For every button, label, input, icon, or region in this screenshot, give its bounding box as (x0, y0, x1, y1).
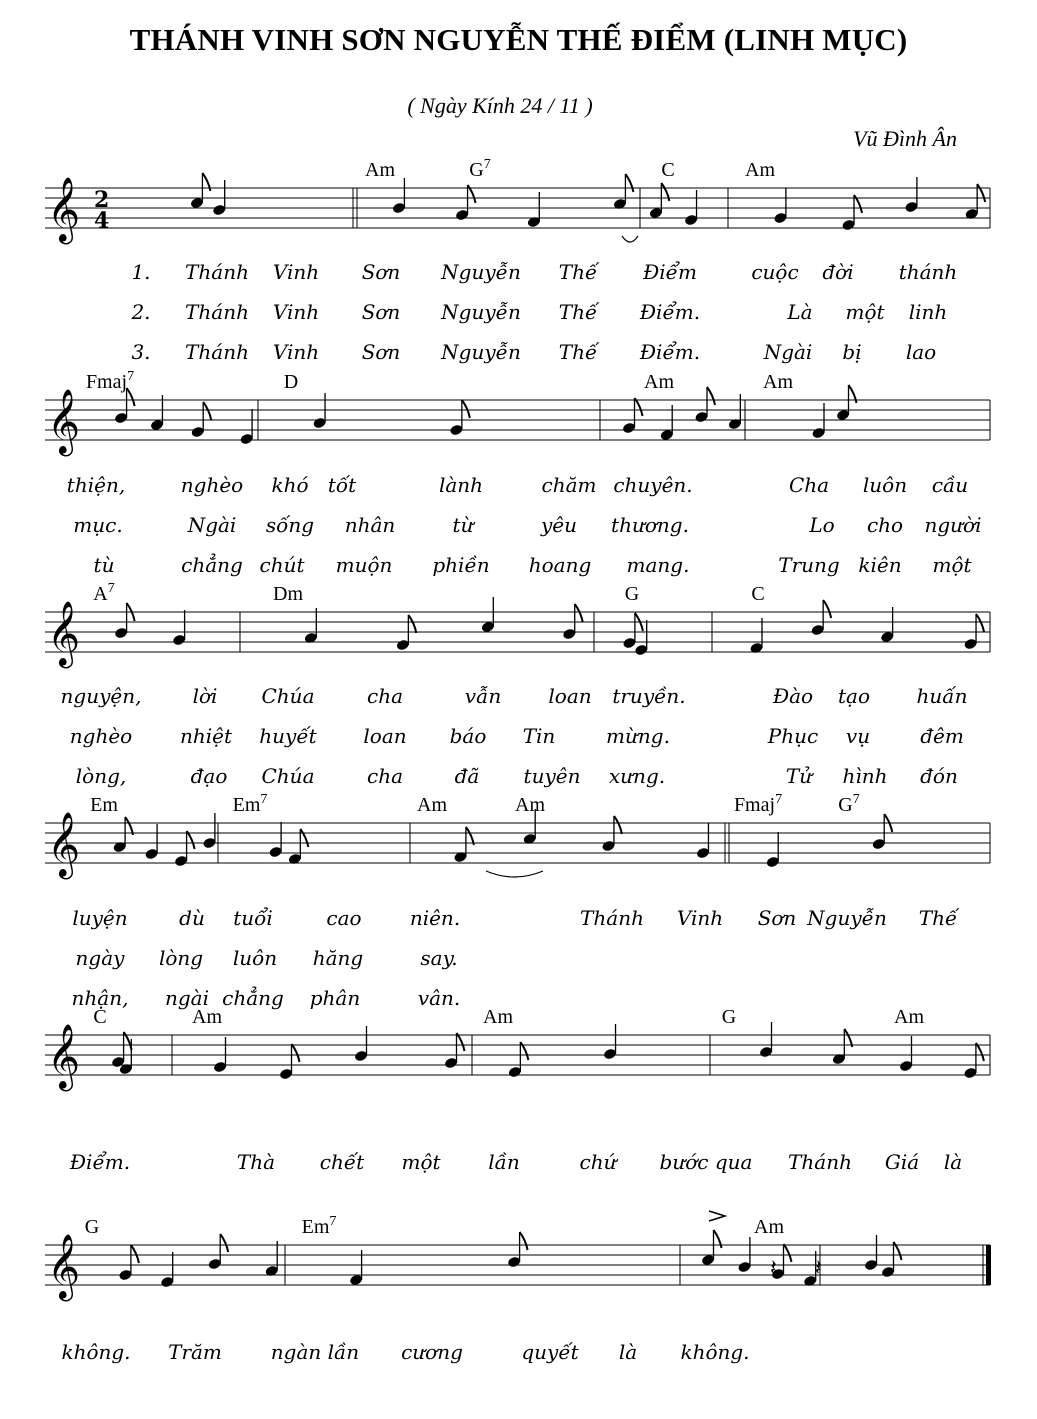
note-flag (457, 1033, 465, 1051)
lyric-syllable: ngàn lần (270, 1340, 360, 1364)
lyric-syllable: cha (366, 764, 404, 788)
lyric-syllable: luyện (72, 906, 128, 930)
lyric-syllable: khó (271, 473, 309, 497)
note-flag (127, 388, 135, 406)
lyric-syllable: mang. (626, 553, 690, 577)
chord-symbol: Am (483, 1006, 513, 1028)
lyric-syllable: thiện, (66, 473, 126, 497)
lyric-syllable: chẳng (222, 986, 284, 1010)
time-signature (94, 187, 109, 234)
lyric-syllable: ngài (164, 986, 210, 1010)
chord-symbol: Am (417, 794, 447, 816)
note-flag (707, 387, 715, 405)
lyric-syllable: vụ (845, 724, 871, 748)
lyric-syllable: huấn (916, 684, 968, 708)
lyric-syllable: muộn (335, 553, 393, 577)
note-flag (220, 1234, 228, 1252)
note-flag (977, 184, 985, 202)
chord-symbol: Em$^7$ (232, 792, 268, 816)
lyric-syllable: nghèo (180, 473, 244, 497)
note-flag (125, 817, 133, 835)
lyric-syllable: là (943, 1150, 963, 1174)
lyric-syllable: cao (326, 906, 362, 930)
lyric-syllable: Vinh (272, 340, 320, 364)
lyric-syllable: nhân (344, 513, 396, 537)
chord-symbol: Am (745, 159, 775, 181)
lyric-syllable: vân. (417, 986, 461, 1010)
lyric-syllable: Trăm (168, 1340, 222, 1364)
lyric-syllable: tốt (327, 473, 357, 497)
lyric-syllable: Cha (788, 473, 830, 497)
quarter-rest-icon: 𝄽 (815, 1256, 822, 1281)
tie (486, 871, 543, 877)
quarter-rest-icon: 𝄽 (770, 1256, 777, 1281)
note-flag (131, 1245, 139, 1263)
lyric-syllable: Nguyễn (441, 260, 521, 284)
note-flag (976, 1043, 984, 1061)
lyric-syllable: chăm (541, 473, 597, 497)
lyric-syllable: Thế (558, 340, 598, 364)
lyric-syllable: Thánh (788, 1150, 852, 1174)
lyric-syllable: Thà (236, 1150, 276, 1174)
treble-clef-icon: 𝄞 (47, 177, 81, 242)
chord-symbol: Am (754, 1216, 784, 1238)
lyric-syllable: Nguyễn (441, 300, 521, 324)
chord-symbol: G (84, 1216, 100, 1238)
chord-symbol: C (751, 583, 765, 605)
lyric-syllable: mục. (73, 513, 123, 537)
note-flag (520, 1232, 528, 1250)
chord-symbol: C (661, 159, 675, 181)
lyric-syllable: loan (363, 724, 407, 748)
tie (622, 236, 638, 242)
lyric-syllable: Ngài (187, 513, 237, 537)
lyric-syllable: Sơn (757, 906, 797, 930)
lyric-syllable: nghèo (69, 724, 133, 748)
lyric-syllable: lòng (158, 946, 204, 970)
lyric-syllable: ngày (75, 946, 125, 970)
chord-symbol: Fmaj$^7$ (85, 369, 135, 393)
lyric-syllable: Nguyễn (441, 340, 521, 364)
lyric-syllable: Ngài (763, 340, 813, 364)
lyric-syllable: người (924, 513, 982, 537)
lyric-syllable: luôn (862, 473, 908, 497)
note-flag (462, 400, 470, 418)
lyric-syllable: bước qua (659, 1150, 753, 1174)
staff-system (45, 157, 990, 244)
lyric-syllable: bị (842, 340, 862, 364)
lyric-syllable: một (845, 300, 885, 324)
staff-system (45, 792, 990, 879)
lyric-syllable: Thánh (580, 906, 644, 930)
note-flag (635, 398, 643, 416)
verse-number: 3. (131, 340, 151, 364)
lyric-syllable: Điểm (643, 260, 697, 284)
lyric-syllable: tù (93, 553, 115, 577)
lyric-syllable: Vinh (272, 300, 320, 324)
lyric-syllable: Giá (884, 1150, 920, 1174)
lyric-syllable: từ (452, 513, 474, 537)
lyric-syllable: Sơn (361, 340, 401, 364)
lyric-syllable: Thánh (185, 260, 249, 284)
staff-system (45, 581, 990, 668)
lyric-syllable: hăng (312, 946, 364, 970)
lyric-syllable: là (618, 1340, 638, 1364)
lyric-syllable: yêu (540, 513, 578, 537)
lyric-syllable: đón (920, 764, 958, 788)
lyric-syllable: quyết (521, 1340, 579, 1364)
lyric-syllable: chứ (579, 1150, 617, 1174)
staff-system (45, 1006, 990, 1091)
note-flag (823, 600, 831, 618)
lyric-syllable: đạo (190, 764, 228, 788)
lyric-syllable: nhiệt (179, 724, 233, 748)
lyric-syllable: Sơn (361, 300, 401, 324)
lyric-syllable: Thánh (185, 300, 249, 324)
note-flag (466, 827, 474, 845)
lyric-syllable: Chúa (261, 684, 315, 708)
lyric-syllable: phiền (432, 553, 490, 577)
treble-clef-icon: 𝄞 (47, 812, 81, 877)
chord-symbol: Em (90, 794, 118, 816)
chord-symbol: Am (192, 1006, 222, 1028)
lyric-syllable: say. (420, 946, 458, 970)
lyric-syllable: Lo (809, 513, 835, 537)
lyric-syllable: lần (488, 1150, 520, 1174)
lyric-syllable: xưng. (608, 764, 666, 788)
composer-name: Vũ Đình Ân (853, 126, 957, 151)
chord-symbol: $A^7$ (93, 581, 115, 605)
lyric-syllable: Thánh (185, 340, 249, 364)
staff-system (45, 1211, 991, 1301)
final-barline-thick (986, 1245, 991, 1285)
lyric-syllable: Thế (558, 260, 598, 284)
chord-symbol: Am (365, 159, 395, 181)
lyric-syllable: niên. (409, 906, 461, 930)
chord-symbol: $G^7$ (469, 157, 491, 181)
lyric-syllable: kiên (858, 553, 902, 577)
lyric-syllable: chuyên. (613, 473, 693, 497)
lyric-syllable: luôn (232, 946, 278, 970)
chord-symbol: Em$^7$ (301, 1214, 337, 1238)
lyric-syllable: cương (401, 1340, 463, 1364)
note-flag (187, 831, 195, 849)
chord-symbol: Am (515, 794, 545, 816)
note-flag (408, 615, 416, 633)
lyric-syllable: hoang (528, 553, 592, 577)
note-flag (292, 1044, 300, 1062)
lyric-syllable: báo (449, 724, 487, 748)
lyric-syllable: Vinh (676, 906, 724, 930)
lyric-syllable: huyết (259, 724, 317, 748)
lyric-syllable: hình (842, 764, 888, 788)
lyric-syllable: Trung (778, 553, 840, 577)
treble-clef-icon: 𝄞 (47, 389, 81, 454)
note-flag (300, 829, 308, 847)
lyric-syllable: sống (265, 513, 315, 537)
lyric-syllable: Tử (785, 764, 813, 788)
lyric-syllable: lao (905, 340, 937, 364)
lyric-syllable: vẫn (464, 684, 502, 708)
note-flag (575, 604, 583, 622)
lyric-syllable: Tin (522, 724, 556, 748)
lyric-syllable: mừng. (606, 724, 670, 748)
chord-symbol: $G^7$ (838, 792, 860, 816)
accent-mark (709, 1211, 725, 1221)
lyric-syllable: tuyên (523, 764, 581, 788)
lyric-syllable: chút (259, 553, 305, 577)
chord-symbol: Fmaj$^7$ (733, 792, 783, 816)
lyric-syllable: cho (866, 513, 904, 537)
lyric-syllable: Sơn (361, 260, 401, 284)
lyric-syllable: thương. (611, 513, 689, 537)
lyric-syllable: Điểm. (69, 1150, 131, 1174)
lyric-syllable: tạo (837, 684, 871, 708)
lyric-syllable: một (401, 1150, 441, 1174)
note-flag (203, 402, 211, 420)
lyric-syllable: lành (438, 473, 484, 497)
lyric-syllable: không. (61, 1340, 131, 1364)
chord-symbol: C (93, 1006, 107, 1028)
time-signature-top: 2 (94, 187, 110, 213)
chord-symbol: Am (644, 371, 674, 393)
chord-symbol: G (721, 1006, 737, 1028)
chord-symbol: D (283, 371, 299, 393)
lyric-syllable: Điểm. (639, 300, 701, 324)
lyric-syllable: truyền. (612, 684, 686, 708)
lyric-syllable: nguyện, (60, 684, 142, 708)
treble-clef-icon: 𝄞 (47, 1234, 81, 1299)
lyric-syllable: lời (192, 684, 218, 708)
note-flag (614, 816, 622, 834)
lyric-syllable: cuộc (751, 260, 799, 284)
lyric-syllable: Điểm. (639, 340, 701, 364)
lyric-syllable: phân (309, 986, 361, 1010)
lyric-syllable: không. (680, 1340, 750, 1364)
feast-day: ( Ngày Kính 24 / 11 ) (407, 93, 593, 118)
lyric-syllable: Thế (558, 300, 598, 324)
lyric-syllable: Chúa (261, 764, 315, 788)
staff-system (45, 369, 990, 456)
chord-symbol: Am (763, 371, 793, 393)
song-title: THÁNH VINH SƠN NGUYỄN THẾ ĐIỂM (LINH MỤC) (129, 22, 908, 57)
lyric-syllable: Vinh (272, 260, 320, 284)
chord-symbol: G (624, 583, 640, 605)
note-flag (844, 1029, 852, 1047)
lyric-syllable: loan (548, 684, 592, 708)
verse-number: 1. (131, 260, 151, 284)
note-flag (976, 614, 984, 632)
lyric-syllable: đời (822, 260, 854, 284)
treble-clef-icon: 𝄞 (47, 1024, 81, 1089)
chord-symbol: Am (894, 1006, 924, 1028)
lyric-syllable: nhận, (71, 986, 129, 1010)
lyric-syllable: Phục (767, 724, 819, 748)
time-signature-bottom: 4 (94, 208, 110, 234)
lyric-syllable: thánh (898, 260, 958, 284)
lyric-syllable: đêm (920, 724, 964, 748)
lyric-syllable: linh (908, 300, 948, 324)
lyric-syllable: Thế (918, 906, 958, 930)
lyric-syllable: Là (787, 300, 813, 324)
lyric-syllable: cha (366, 684, 404, 708)
lyric-syllable: một (932, 553, 972, 577)
lyric-syllable: cầu (931, 473, 969, 497)
note-flag (784, 1244, 792, 1262)
lyric-syllable: đã (454, 764, 480, 788)
lyric-syllable: dù (179, 906, 205, 930)
treble-clef-icon: 𝄞 (47, 601, 81, 666)
lyric-syllable: tuổi (233, 906, 273, 930)
chord-symbol: Dm (273, 583, 303, 605)
lyric-syllable: Nguyễn (807, 906, 887, 930)
note-flag (625, 174, 633, 192)
lyric-syllable: chẳng (181, 553, 243, 577)
lyric-syllable: chết (319, 1150, 365, 1174)
lyric-syllable: lòng, (75, 764, 127, 788)
lyric-syllable: Đào (772, 684, 814, 708)
verse-number: 2. (131, 300, 151, 324)
